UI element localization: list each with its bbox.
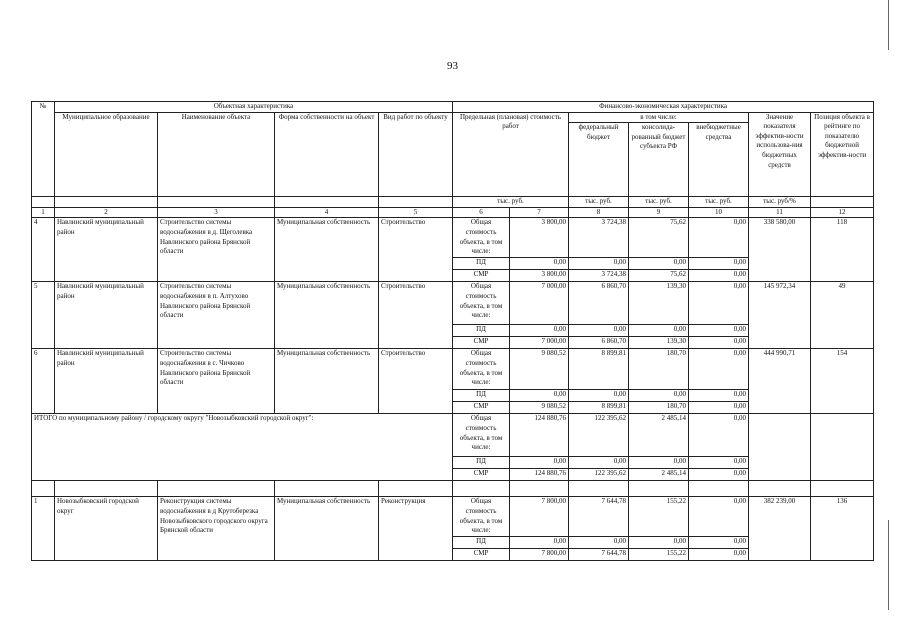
scan-edge	[888, 520, 889, 610]
col-number: 1	[32, 207, 55, 218]
rank-cell: 118	[811, 218, 874, 282]
extrabudget-header: внебюджетные средства	[689, 123, 749, 197]
value-cell: 0,00	[689, 537, 749, 549]
table-row	[32, 349, 874, 390]
value-cell: 0,00	[629, 537, 689, 549]
value-cell: 7 000,00	[510, 282, 569, 325]
value-cell: 0,00	[569, 390, 629, 402]
work-cell: Строительство	[379, 218, 453, 282]
value-cell: 0,00	[689, 414, 749, 457]
ownership-header: Форма собственности на объект	[275, 112, 379, 197]
value-cell: 3 724,38	[569, 218, 629, 258]
value-cell: 7 644,78	[569, 549, 629, 561]
col-number: 4	[275, 207, 379, 218]
value-cell: 6 860,70	[569, 337, 629, 349]
total-label: Общая стоимость объекта, в том числе:	[453, 218, 510, 258]
value-cell: 9 080,52	[510, 402, 569, 414]
value-cell: 0,00	[689, 282, 749, 325]
col-number: 7	[510, 207, 569, 218]
value-cell: 0,00	[689, 549, 749, 561]
efficiency-cell: 382 239,00	[749, 497, 811, 561]
col-number: 10	[689, 207, 749, 218]
pd-label: ПД	[453, 258, 510, 270]
row-no: 1	[32, 497, 55, 561]
financial-characteristic-header: Финансово-экономическая характеристика	[453, 102, 874, 113]
col-number: 2	[55, 207, 158, 218]
value-cell: 0,00	[569, 325, 629, 337]
value-cell: 0,00	[689, 218, 749, 258]
value-cell: 8 899,81	[569, 349, 629, 390]
total-row-label: ИТОГО по муниципальному району / городскому округу "Новозыбковский городской округ":	[32, 414, 453, 481]
work-cell: Строительство	[379, 282, 453, 349]
value-cell: 0,00	[689, 402, 749, 414]
value-cell: 9 080,52	[510, 349, 569, 390]
unit-cell: тыс. руб.	[689, 197, 749, 208]
federal-header: федеральный бюджет	[569, 123, 629, 197]
value-cell: 7 000,00	[510, 337, 569, 349]
efficiency-cell: 338 580,00	[749, 218, 811, 282]
value-cell: 139,30	[629, 337, 689, 349]
value-cell: 0,00	[629, 390, 689, 402]
value-cell: 0,00	[689, 337, 749, 349]
value-cell: 180,70	[629, 402, 689, 414]
col-number: 8	[569, 207, 629, 218]
table-row	[32, 282, 874, 325]
value-cell: 0,00	[510, 390, 569, 402]
financial-table	[31, 101, 874, 561]
value-cell: 122 395,62	[569, 414, 629, 457]
ownership-cell: Муниципальная собственность	[275, 282, 379, 349]
pd-label: ПД	[453, 325, 510, 337]
col-number: 3	[158, 207, 275, 218]
total-row	[32, 414, 874, 457]
pd-label: ПД	[453, 457, 510, 469]
value-cell: 3 724,38	[569, 270, 629, 282]
value-cell: 0,00	[689, 349, 749, 390]
rank-header: Позиция объекта в рейтинге по показателю бюджетной эффектив-ности	[811, 112, 874, 197]
value-cell: 0,00	[629, 325, 689, 337]
rank-cell: 154	[811, 349, 874, 414]
smr-label: СМР	[453, 402, 510, 414]
value-cell: 0,00	[510, 537, 569, 549]
value-cell: 2 485,14	[629, 469, 689, 481]
municipality-cell: Навлинский муниципальный район	[55, 349, 158, 414]
value-cell: 7 800,00	[510, 497, 569, 537]
including-header: в том числе:	[569, 112, 749, 123]
efficiency-cell: 145 972,34	[749, 282, 811, 349]
efficiency-cell: 444 990,71	[749, 349, 811, 414]
value-cell: 0,00	[689, 325, 749, 337]
col-number: 11	[749, 207, 811, 218]
col-number: 5	[379, 207, 453, 218]
value-cell: 0,00	[629, 457, 689, 469]
value-cell: 0,00	[689, 469, 749, 481]
value-cell: 0,00	[689, 457, 749, 469]
work-type-header: Вид работ по объекту	[379, 112, 453, 197]
ownership-cell: Муниципальная собственность	[275, 218, 379, 282]
rank-cell: 49	[811, 282, 874, 349]
value-cell: 0,00	[510, 457, 569, 469]
smr-label: СМР	[453, 270, 510, 282]
page-number: 93	[447, 60, 458, 72]
total-label: Общая стоимость объекта, в том числе:	[453, 349, 510, 390]
efficiency-header: Значение показателя эффектив-ности использова-ния бюджетных средств	[749, 112, 811, 197]
value-cell: 155,22	[629, 549, 689, 561]
municipality-cell: Новозыбковский городской округ	[55, 497, 158, 561]
smr-label: СМР	[453, 469, 510, 481]
value-cell: 3 800,00	[510, 270, 569, 282]
row-no: 6	[32, 349, 55, 414]
object-name-header: Наименование объекта	[158, 112, 275, 197]
value-cell: 0,00	[689, 258, 749, 270]
unit-cell: тыс. руб.	[569, 197, 629, 208]
object-cell: Реконструкция системы водоснабжения в д Крутоберезка Новозыбковского городского округа Брянской области	[158, 497, 275, 561]
ownership-cell: Муниципальная собственность	[275, 497, 379, 561]
value-cell: 124 880,76	[510, 469, 569, 481]
col-number: 12	[811, 207, 874, 218]
rank-cell: 136	[811, 497, 874, 561]
value-cell: 75,62	[629, 218, 689, 258]
unit-cell: тыс. руб.	[453, 197, 569, 208]
value-cell: 2 485,14	[629, 414, 689, 457]
municipality-cell: Навлинский муниципальный район	[55, 282, 158, 349]
smr-label: СМР	[453, 337, 510, 349]
table-row	[32, 497, 874, 537]
value-cell: 0,00	[569, 258, 629, 270]
municipality-cell: Навлинский муниципальный район	[55, 218, 158, 282]
col-number: 6	[453, 207, 510, 218]
value-cell: 7 644,78	[569, 497, 629, 537]
consolidated-header: консолида-рованный бюджет субъекта РФ	[629, 123, 689, 197]
value-cell: 0,00	[689, 270, 749, 282]
col-number: 9	[629, 207, 689, 218]
work-cell: Реконструкция	[379, 497, 453, 561]
row-no: 5	[32, 282, 55, 349]
value-cell: 139,30	[629, 282, 689, 325]
value-cell: 75,62	[629, 270, 689, 282]
value-cell: 0,00	[510, 325, 569, 337]
value-cell: 0,00	[569, 537, 629, 549]
total-label: Общая стоимость объекта, в том числе:	[453, 497, 510, 537]
municipality-header: Муниципальное образование	[55, 112, 158, 197]
unit-cell: тыс. руб.	[629, 197, 689, 208]
col-no-header: №	[32, 102, 55, 197]
column-number-row	[32, 207, 874, 218]
planned-cost-header: Предельная (плановая) стоимость работ	[453, 112, 569, 197]
pd-label: ПД	[453, 390, 510, 402]
object-cell: Строительство системы водоснабжения в д. Щеголевка Навлинского района Брянской области	[158, 218, 275, 282]
value-cell: 124 880,76	[510, 414, 569, 457]
work-cell: Строительство	[379, 349, 453, 414]
total-label: Общая стоимость объекта, в том числе:	[453, 282, 510, 325]
value-cell: 3 800,00	[510, 218, 569, 258]
pd-label: ПД	[453, 537, 510, 549]
object-cell: Строительство системы водоснабжения в с. Чичково Навлинского района Брянской области	[158, 349, 275, 414]
value-cell: 6 860,70	[569, 282, 629, 325]
unit-cell: тыс. руб/%	[749, 197, 811, 208]
value-cell: 0,00	[689, 497, 749, 537]
total-label: Общая стоимость объекта, в том числе:	[453, 414, 510, 457]
object-characteristic-header: Объектная характеристика	[55, 102, 453, 113]
value-cell: 0,00	[510, 258, 569, 270]
value-cell: 0,00	[689, 390, 749, 402]
value-cell: 0,00	[629, 258, 689, 270]
value-cell: 7 800,00	[510, 549, 569, 561]
value-cell: 122 395,62	[569, 469, 629, 481]
row-no: 4	[32, 218, 55, 282]
scan-edge	[888, 0, 889, 50]
value-cell: 155,22	[629, 497, 689, 537]
value-cell: 8 899,81	[569, 402, 629, 414]
value-cell: 180,70	[629, 349, 689, 390]
object-cell: Строительство системы водоснабжения в п. Алтухово Навлинского района Брянской области	[158, 282, 275, 349]
table-row	[32, 218, 874, 258]
ownership-cell: Муниципальная собственность	[275, 349, 379, 414]
smr-label: СМР	[453, 549, 510, 561]
value-cell: 0,00	[569, 457, 629, 469]
